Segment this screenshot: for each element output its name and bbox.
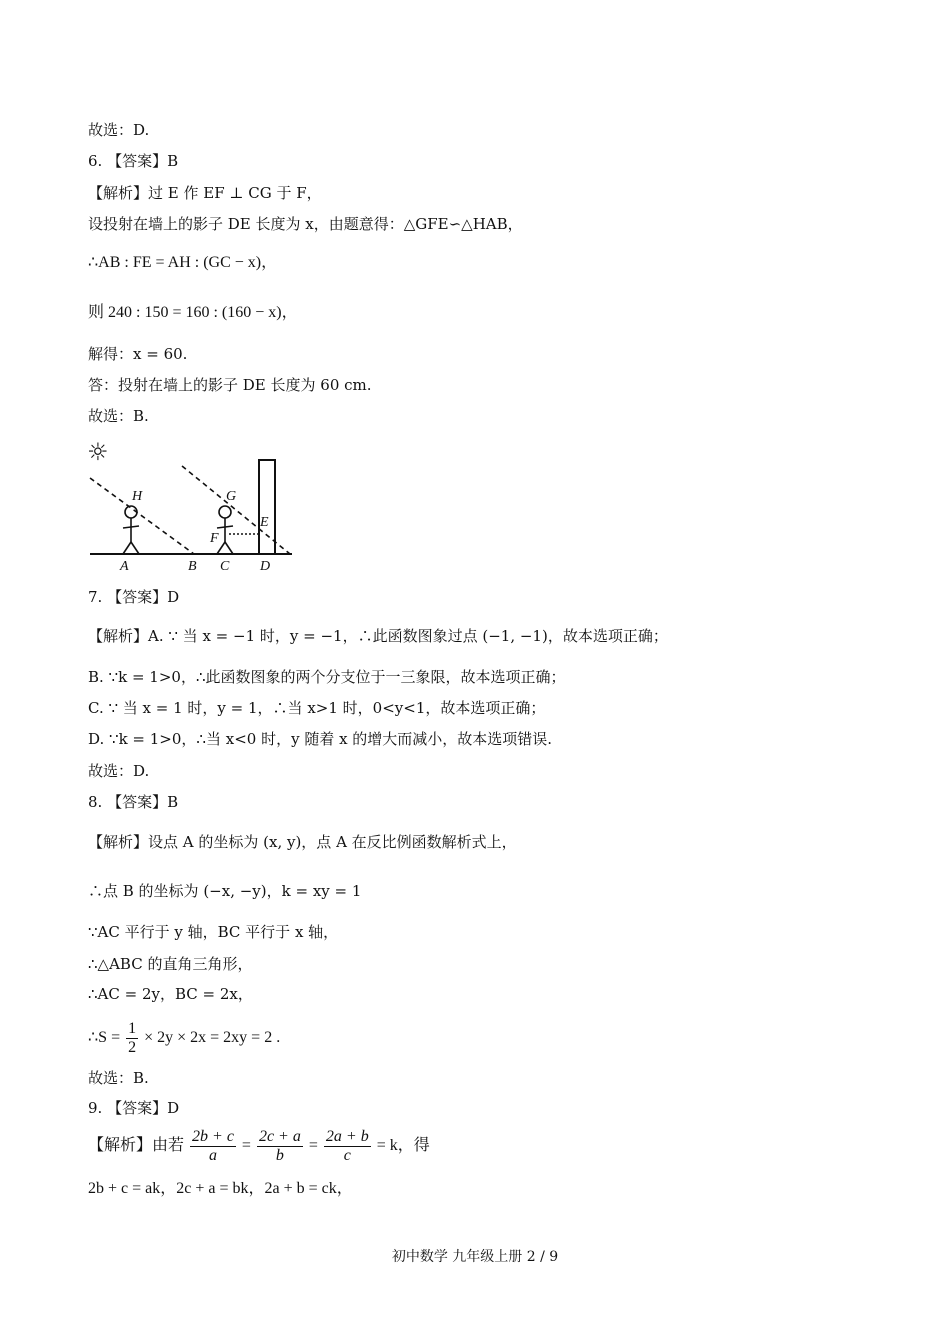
- line-6: 则 240 : 150 = 160 : (160 − x)，: [88, 304, 298, 321]
- label-h: H: [132, 489, 143, 504]
- fraction-3-numerator: 2a + b: [325, 1127, 369, 1145]
- fraction-3: [324, 1128, 371, 1165]
- ratio-suffix: = k，得: [376, 1137, 430, 1154]
- fraction-2-numerator: 2c + a: [258, 1127, 301, 1145]
- line-3: 【解析】过 E 作 EF ⊥ CG 于 F，: [88, 184, 322, 202]
- line-17: 【解析】设点 A 的坐标为 (x, y)，点 A 在反比例函数解析式上，: [88, 833, 517, 851]
- line-22: [88, 1018, 280, 1058]
- fraction-3-denominator: c: [343, 1146, 351, 1164]
- half-fraction: [126, 1020, 138, 1057]
- line-13: C. ∵ 当 x = 1 时，y = 1，∴当 x>1 时，0<y<1，故本选项正确；: [88, 699, 546, 717]
- person-c: [217, 506, 233, 554]
- person-a: [123, 506, 139, 554]
- line-7: 解得：x = 60.: [88, 345, 188, 363]
- label-d: D: [260, 559, 271, 572]
- fraction-2: [257, 1128, 303, 1165]
- label-f: F: [210, 531, 219, 546]
- line-26: 2b + c = ak，2c + a = bk，2a + b = ck，: [88, 1180, 353, 1197]
- half-denominator: 2: [128, 1038, 137, 1056]
- label-g: G: [226, 489, 237, 504]
- page-footer: 初中数学 九年级上册 2 / 9: [391, 1249, 559, 1265]
- line-2: 6. 【答案】B: [88, 152, 179, 170]
- line-1: 故选：D.: [88, 121, 150, 139]
- line-20: ∴△ABC 的直角三角形，: [88, 955, 253, 973]
- line-21: ∴AC = 2y，BC = 2x，: [88, 985, 253, 1003]
- fraction-1: [190, 1128, 236, 1165]
- line-9: 故选：B.: [88, 407, 149, 425]
- shadow-figure: [86, 438, 300, 572]
- area-suffix: × 2y × 2x = 2xy = 2 .: [144, 1029, 281, 1046]
- line-11: 【解析】A. ∵ 当 x = −1 时，y = −1，∴此函数图象过点 (−1, −1)，故本选项正确；: [88, 627, 668, 645]
- label-e: E: [260, 515, 269, 530]
- line-19: ∵AC 平行于 y 轴，BC 平行于 x 轴，: [88, 923, 339, 941]
- line-10: 7. 【答案】D: [88, 588, 180, 606]
- line-18: ∴点 B 的坐标为 (−x, −y)，k = xy = 1: [88, 882, 362, 900]
- area-prefix: ∴S =: [88, 1029, 121, 1046]
- line-15: 故选：D.: [88, 762, 150, 780]
- line-8: 答：投射在墙上的影子 DE 长度为 60 cm.: [88, 376, 372, 394]
- wall: [259, 460, 275, 554]
- equals-1: =: [241, 1137, 251, 1154]
- fraction-2-denominator: b: [275, 1146, 284, 1164]
- line-5: ∴AB : FE = AH : (GC − x)，: [88, 254, 278, 271]
- half-numerator: 1: [128, 1019, 137, 1037]
- equals-2: =: [308, 1137, 318, 1154]
- line-16: 8. 【答案】B: [88, 793, 179, 811]
- fraction-1-denominator: a: [208, 1146, 217, 1164]
- line-24: 9. 【答案】D: [88, 1099, 180, 1117]
- line-14: D. ∵k = 1>0，∴当 x<0 时，y 随着 x 的增大而减小，故本选项错误.: [88, 730, 553, 748]
- sun-ray-2: [182, 466, 290, 554]
- line-25: [88, 1126, 430, 1166]
- sun-icon: ☼: [87, 438, 109, 466]
- label-a: A: [120, 559, 129, 572]
- label-b: B: [188, 559, 197, 572]
- label-c: C: [220, 559, 230, 572]
- line-4: 设投射在墙上的影子 DE 长度为 x，由题意得：△GFE∽△HAB，: [88, 215, 523, 233]
- fraction-1-numerator: 2b + c: [192, 1127, 234, 1145]
- ratio-prefix: 【解析】由若: [88, 1137, 185, 1154]
- line-12: B. ∵k = 1>0，∴此函数图象的两个分支位于一三象限，故本选项正确；: [88, 668, 566, 686]
- line-23: 故选：B.: [88, 1069, 149, 1087]
